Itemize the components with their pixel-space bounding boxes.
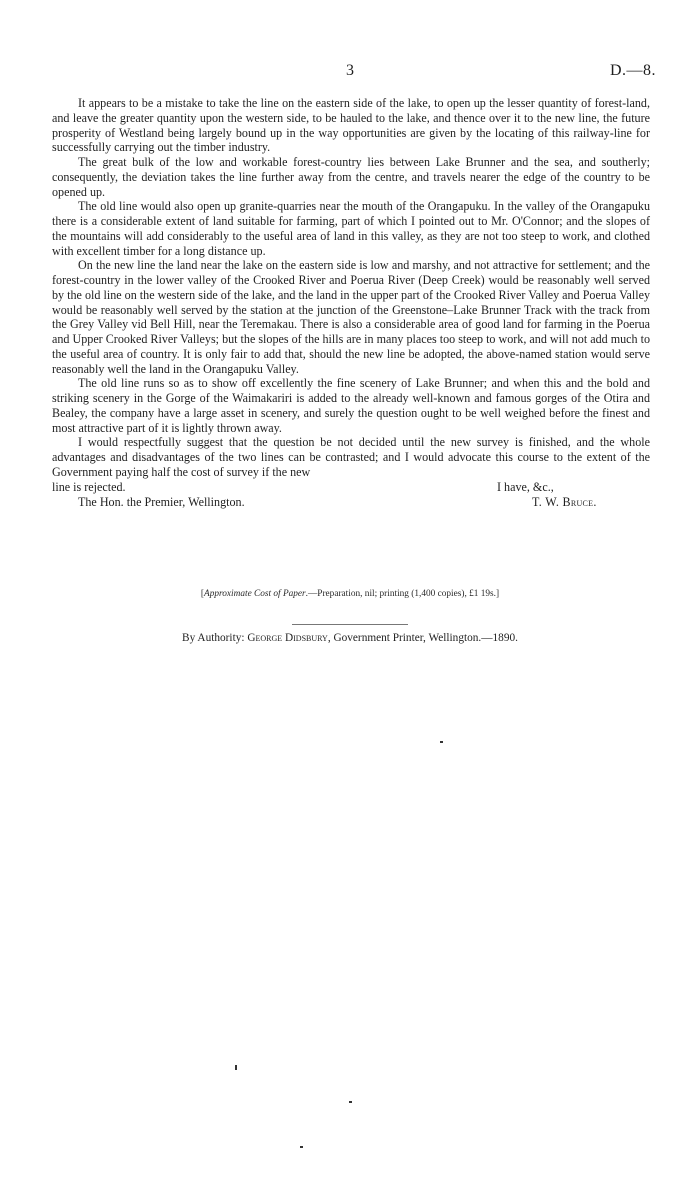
paragraph-scenery: The old line runs so as to show off excellently the fine scenery of Lake Brunner; and when this and the bold and striking scenery in the Gorge of the Waimakariri is added to the already well-known and famous gorges of the Otira and Bealey, the company have a large asset in scenery, and surely the question ought to be well weighed before the finest and most attractive part of it is lightly thrown away.: [52, 376, 650, 435]
signoff-line: [52, 480, 650, 495]
printer-imprint: [0, 632, 700, 644]
document-reference: D.—8.: [609, 62, 656, 79]
paragraph-orangapuku-valley: The old line would also open up granite-quarries near the mouth of the Orangapuku. In the valley of the Orangapuku there is a considerable extent of land suitable for farming, part of which I pointed out to Mr. O'Connor; and the slopes of the mountains will add considerably to the useful area of land in this valley, as they are not too steep to work, and clothed with excellent timber for a long distance up.: [52, 199, 650, 258]
paragraph-new-line-land: On the new line the land near the lake on the eastern side is low and marshy, and not attractive for settlement; and the forest-country in the lower valley of the Crooked River and Poerua River (Deep Creek) would be reasonably well served by the old line on the western side of the lake, and the land in the upper part of the Crooked River Valley and Poerua Valley would be reasonably well served by the station at the junction of the Greenstone–Lake Brunner Track with the track from the Grey Valley vid Bell Hill, near the Teremakau. There is also a considerable area of good land for farming in the Poerua and Upper Crooked River Valleys; but the slopes of the hills are in many places too steep to work, and will not add much to the useful area of country. It is only fair to add that, should the new line be adopted, the above-named station would serve reasonably well the land in the Orangapuku Valley.: [52, 258, 650, 376]
closing-line: [52, 495, 650, 510]
cost-note-text: .—Preparation, nil; printing (1,400 copies), £1 19s.: [305, 589, 496, 599]
imprint-suffix: , Government Printer, Wellington.—1890.: [327, 632, 518, 644]
paragraph-forest-country: The great bulk of the low and workable forest-country lies between Lake Brunner and the sea, and southerly; consequently, the deviation takes the line further away from the centre, and travels nearer the edge of the country to be opened up.: [52, 155, 650, 199]
printing-cost-note: [Approximate Cost of Paper.—Preparation, nil; printing (1,400 copies), £1 19s.]: [200, 589, 500, 599]
paragraph-eastern-side: It appears to be a mistake to take the line on the eastern side of the lake, to open up the lesser quantity of forest-land, and leave the greater quantity upon the western side, to be hauled to the lake, and thence over it to the new line, the future prosperity of Westland being largely bound up in the way opportunities are given by the locating of this railway-line for successfully carrying out the timber industry.: [52, 96, 650, 155]
report-body: [52, 96, 650, 510]
paragraph-recommendation: I would respectfully suggest that the question be not decided until the new survey is finished, and the whole advantages and disadvantages of the two lines can be contrasted; and I would advocate this course to the extent of the Government paying half the cost of survey if the new: [52, 435, 650, 479]
addressee: The Hon. the Premier, Wellington.: [78, 494, 245, 509]
page-number: 3: [346, 62, 354, 79]
imprint-prefix: By Authority:: [182, 632, 248, 644]
scan-speck: [440, 741, 443, 743]
divider-rule: [292, 624, 408, 625]
cost-note-label: Approximate Cost of Paper: [204, 589, 306, 599]
scan-speck: [300, 1146, 303, 1148]
signature: T. W. Bruce.: [532, 494, 597, 509]
scan-speck: [349, 1101, 352, 1103]
signoff-text: I have, &c.,: [497, 479, 554, 494]
printer-name: George Didsbury: [247, 632, 328, 644]
scan-speck: [235, 1065, 237, 1070]
recommendation-last-line: line is rejected.: [52, 479, 126, 494]
